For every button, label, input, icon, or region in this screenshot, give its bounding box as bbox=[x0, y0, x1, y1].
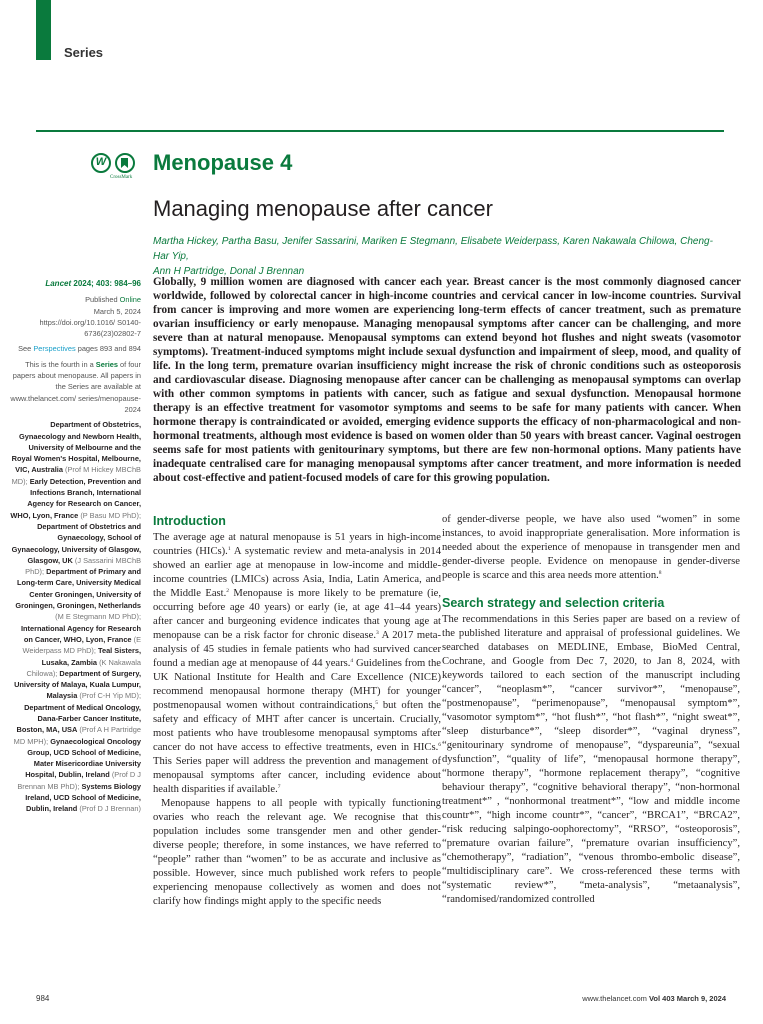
header-rule bbox=[36, 130, 724, 132]
text-run: A 2017 meta-analysis of 45 studies in female patients who had survived cancer found a median age at menopause of 44 years. bbox=[153, 630, 441, 669]
text-run: A systematic review and meta-analysis in 2014 showed an earlier age at menopause in low-income and middle-income countries (LMICs) across Asia, India, Latin America, and the Middle East. bbox=[153, 546, 441, 599]
affiliation: Department of Surgery, University of Malaya, Kuala Lumpur, Malaysia bbox=[14, 668, 141, 701]
authors-line-2: Ann H Partridge, Donal J Brennan bbox=[153, 266, 305, 277]
column-left bbox=[153, 513, 441, 909]
author-degree: (M E Stegmann MD PhD); bbox=[55, 612, 141, 622]
reference-6[interactable]: 6 bbox=[438, 742, 441, 748]
see-also bbox=[10, 343, 141, 354]
affiliation: Systems Biology Ireland, UCD School of Medicine, Dublin, Ireland bbox=[25, 781, 141, 814]
page-number: 984 bbox=[36, 994, 50, 1003]
author-degree: (Prof A H Partridge MD MPH); bbox=[13, 725, 141, 746]
crossmark-icon[interactable] bbox=[115, 153, 135, 173]
text-run: Guidelines from the UK National Institute for Health and Care Excellence (NICE) recommend menopausal hormone therapy (MHT) for younger postmenopausal women without contraindications, bbox=[153, 658, 441, 711]
authors-line-1: Martha Hickey, Partha Basu, Jenifer Sassarini, Mariken E Stegmann, Elisabete Weiderpass, Karen Nakawala Chilowa, Cheng-Har Yip, bbox=[153, 236, 713, 262]
series-label: Series bbox=[64, 45, 104, 60]
citation-journal: Lancet bbox=[45, 279, 72, 288]
citation-details: 2024; 403: 984–96 bbox=[73, 279, 141, 288]
text-run: The average age at natural menopause is 51 years in high-income countries (HICs). bbox=[153, 532, 441, 557]
author-degree: (K Nakawala Chilowa); bbox=[26, 657, 141, 678]
footer-info bbox=[582, 994, 726, 1003]
series-kicker: Menopause 4 bbox=[153, 150, 293, 175]
affiliations bbox=[10, 419, 141, 814]
series-note bbox=[10, 359, 141, 415]
affiliation: Early Detection, Prevention and Infections Branch, International Agency for Research on Cancer, WHO, Lyon, France bbox=[10, 476, 141, 520]
affiliation: Department of Medical Oncology, Dana-Farber Cancer Institute, Boston, MA, USA bbox=[16, 702, 141, 735]
author-degree: (Prof C-H Yip MD); bbox=[79, 691, 141, 701]
text-run: Menopause is more likely to be premature (ie, occurring before age 40 years) or early (ie, at age 41–44 years) after cancer and burgeoning evidence indicates that young age at menopause can be a risk factor for chronic disease. bbox=[153, 588, 442, 641]
author-degree: (Prof D J Brennan) bbox=[79, 804, 141, 814]
text-run: This Series paper will address the prevention and management of menopausal symptoms after cancer, including evidence about health disparities if available. bbox=[153, 756, 441, 795]
author-degree: (Prof M Hickey MBChB MD); bbox=[11, 465, 141, 486]
reference-2[interactable]: 2 bbox=[226, 588, 229, 594]
author-list bbox=[153, 234, 713, 279]
article-title: Managing menopause after cancer bbox=[153, 196, 493, 221]
text-run: but often the safety and efficacy of MHT after cancer is uncertain. Crucially, most patients who have troublesome menopausal symptoms after cancer do not have access to effective treatments, even in HICs. bbox=[153, 700, 441, 753]
reference-5[interactable]: 5 bbox=[375, 700, 378, 706]
abstract: Globally, 9 million women are diagnosed with cancer each year. Breast cancer is the most commonly diagnosed cancer worldwide, followed by colorectal cancer in high-income countries and cervical cancer in low-income countries. Survival from cancer is improving and more women are experiencing long-term effects of cancer treatment, such as premature ovarian insufficiency or early menopause. Managing menopausal symptoms after cancer can be challenging, and more severe than at natural menopause. Menopausal symptoms can extend beyond hot flushes and night sweats (vasomotor symptoms). Treatment-induced symptoms might include sexual dysfunction and impairment of sleep, mood, and quality of life. In the long term, premature ovarian insufficiency might increase the risk of chronic conditions such as osteoporosis and cardiovascular disease. Diagnosing menopause after cancer can be challenging as menopausal symptoms can overlap with other common symptoms in patients with cancer, such as fatigue and sexual dysfunction. Menopausal hormone therapy is an effective treatment for vasomotor symptoms and seems to be safe for many patients with cancer. When hormone therapy is contraindicated or avoided, emerging evidence supports the efficacy of non-pharmacological and non-hormonal treatments, although most evidence is based on women older than 50 years with breast cancer. Vaginal oestrogen seems safe for most patients with genitourinary symptoms, but there are few non-hormonal options. Many patients have inadequate centralised care for managing menopausal symptoms after cancer treatment, and more information is needed about cost-effective and patient-focused models of care for this growing population. bbox=[153, 276, 741, 484]
search-strategy-text: The recommendations in this Series paper are based on a review of the published literature and appraisal of professional guidelines. We searched databases on MEDLINE, Embase, BioMed Central, Cochrane, and Google from Dec 7, 2020, to Jan 8, 2024, with keywords tailored to each section of the manuscript including “cancer”, “neoplasm*”, “cancer survivor*”, “menopause”, “postmenopause”, “perimenopause”, “menopausal symptom*”, “vasomotor symptom*”, “hot flush*”, “hot flash*”, “night sweat*”, “sleep disturbance*”, “sleep disorder*”, “vaginal dryness”, “genitourinary syndrome of menopause”, “dyspareunia”, “sexual dysfunction”, “quality of life”, “menopausal hormone therapy”, “hormone therapy”, “hormone replacement therapy”, “cognitive behaviour therapy”, “cognitive behavioral therapy”, “non-hormonal treatment*” , “nonhormonal treatment*”, “low and middle income countr*”, “high income countr*”, “cancer”, “BRCA1”, “BRCA2”, “risk reducing salpingo-oophorectomy”, “RRSO”, “osteoporosis”, “premature ovarian failure”, “premature ovarian insufficiency”, “chemotherapy”, “radiation”, “venous thrombo-embolic disease”, “multidisciplinary care”. We cross-referenced these terms with “systematic review*”, “meta-analysis”, “metaanalysis”, “randomised/randomized controlled bbox=[442, 614, 740, 905]
series-link[interactable]: Series bbox=[95, 359, 118, 369]
affiliation: Gynaecological Oncology Group, UCD School of Medicine, Mater Misericordiae University Hospital, Dublin, Ireland bbox=[25, 736, 141, 780]
footer-site[interactable]: www.thelancet.com bbox=[582, 994, 647, 1003]
affiliation: Department of Obstetrics, Gynaecology and Newborn Health, University of Melbourne and the Royal Women's Hospital, Melbourne, VIC, Australia bbox=[11, 420, 141, 475]
reference-7[interactable]: 7 bbox=[277, 784, 281, 790]
introduction-heading: Introduction bbox=[153, 514, 226, 528]
citation bbox=[10, 278, 141, 289]
footer-date: March 9, 2024 bbox=[676, 994, 726, 1003]
publication-info bbox=[10, 294, 141, 339]
search-strategy-heading: Search strategy and selection criteria bbox=[442, 596, 665, 610]
reference-4[interactable]: 4 bbox=[350, 658, 354, 664]
perspectives-link[interactable]: Perspectives bbox=[33, 344, 76, 354]
text-run: of gender-diverse people, we have also used “women” in some instances, to avoid inappropriate generalisation. More information is needed about the experience of menopause in transgender men and gender-diverse people. Evidence on menopause in gender-diverse people is scarce and this area needs more attention. bbox=[442, 514, 740, 581]
article-logos bbox=[91, 153, 143, 187]
affiliation: International Agency for Research on Cancer, WHO, Lyon, France bbox=[20, 623, 141, 644]
introduction-paragraph-1 bbox=[153, 531, 441, 797]
affiliation: Department of Primary and Long-term Care, University Medical Center Groningen, University of Groningen, Groningen, Netherlands bbox=[15, 567, 141, 611]
author-degree: (P Basu MD PhD); bbox=[80, 510, 141, 520]
author-degree: (E Weiderpass MD PhD); bbox=[22, 634, 141, 656]
sidebar bbox=[10, 278, 141, 819]
affiliation: Teal Sisters, Lusaka, Zambia bbox=[41, 646, 141, 667]
introduction-paragraph-2: Menopause happens to all people with typically functioning ovaries who reach the relevant age. We recognise that this population includes some transgender men and other gender-diverse people; therefore, in some instances, we have referred to “people” rather than “women” to be as accurate and inclusive as possible. However, since much published work refers to people experiencing menopause collectively as women and does not clarify how findings might apply to the specific needs bbox=[153, 798, 441, 907]
author-degree: (J Sassarini MBChB PhD); bbox=[25, 555, 141, 577]
introduction-paragraph-2-continued bbox=[442, 513, 740, 583]
reference-1[interactable]: 1 bbox=[227, 546, 231, 552]
series-color-bar bbox=[36, 0, 51, 60]
w-open-access-icon[interactable]: W bbox=[91, 153, 111, 173]
published-date: March 5, 2024 bbox=[93, 306, 141, 316]
reference-3[interactable]: 3 bbox=[375, 630, 379, 636]
crossmark-label: CrossMark bbox=[110, 175, 133, 180]
see-suffix: pages 893 and 894 bbox=[75, 344, 141, 354]
see-prefix: See bbox=[18, 344, 34, 354]
doi-link[interactable]: https://doi.org/10.1016/ S0140-6736(23)02802-7 bbox=[39, 317, 141, 339]
footer-volume: Vol 403 bbox=[648, 994, 675, 1003]
published-prefix: Published bbox=[85, 295, 120, 305]
published-online-link[interactable]: Online bbox=[119, 295, 141, 305]
author-degree: (Prof D J Brennan MB PhD); bbox=[17, 770, 141, 791]
series-note-prefix: This is the fourth in a bbox=[25, 359, 96, 369]
reference-8[interactable]: 8 bbox=[658, 570, 662, 576]
series-note-suffix: of four papers about menopause. All papers in the Series are available at www.thelancet.com/ series/menopause-2024 bbox=[10, 359, 141, 414]
affiliation: Department of Obstetrics and Gynaecology, School of Gynaecology, University of Glasgow, Glasgow, UK bbox=[11, 521, 141, 565]
column-right bbox=[442, 513, 740, 907]
